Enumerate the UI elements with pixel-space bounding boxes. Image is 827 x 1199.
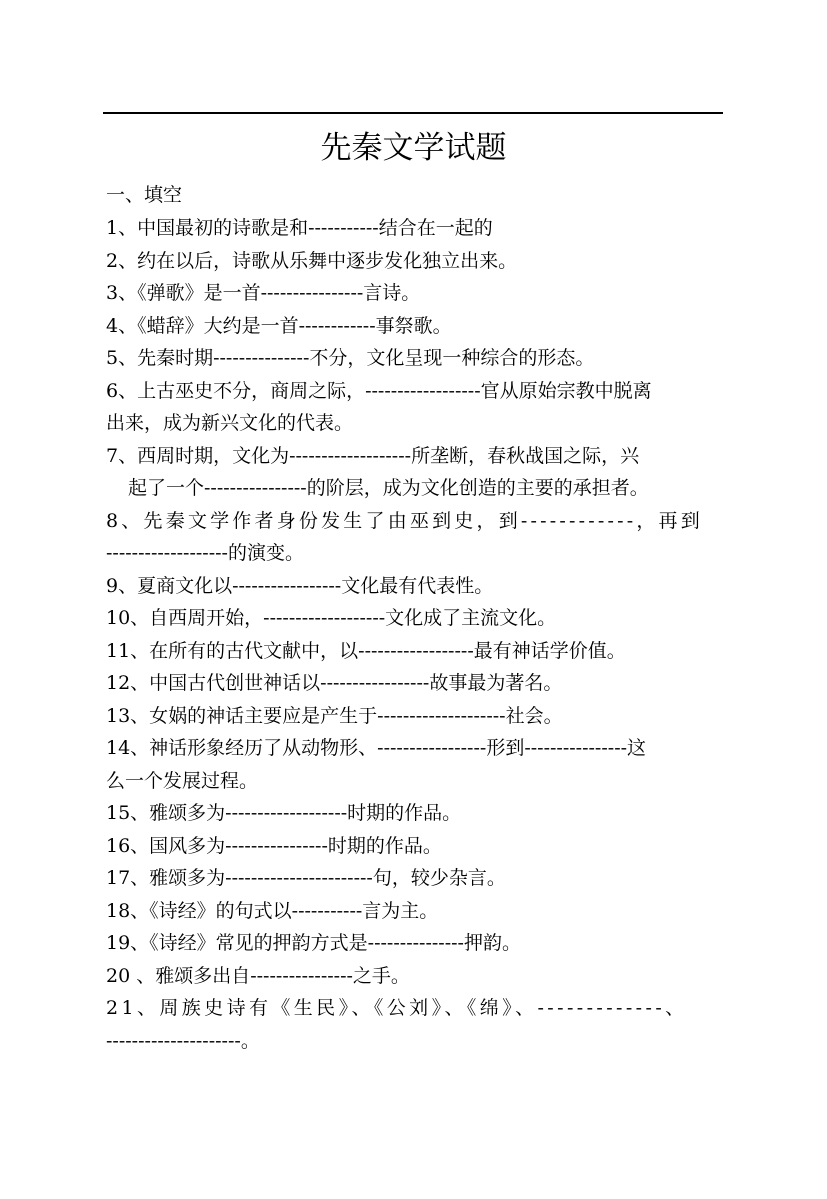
question-item: [106, 830, 722, 863]
question-item: [106, 797, 722, 830]
question-item: [106, 310, 722, 343]
question-text-continued: [106, 472, 722, 505]
question-item: [106, 895, 722, 928]
question-text: 12、中国古代创世神话以-----------------故事最为著名。: [106, 672, 563, 694]
question-text: 5、先秦时期---------------不分，文化呈现一种综合的形态。: [106, 347, 595, 369]
question-item: [106, 375, 722, 440]
question-item: [106, 570, 722, 603]
question-text: 9、夏商文化以-----------------文化最有代表性。: [106, 574, 494, 597]
question-text: 19、《诗经》常见的押韵方式是---------------押韵。: [106, 932, 521, 954]
question-text: 15、雅颂多为-------------------时期的作品。: [106, 802, 462, 824]
question-item: [106, 245, 722, 278]
question-item: [106, 992, 722, 1057]
question-item: [106, 862, 722, 895]
question-item: [106, 602, 722, 635]
page-title: 先秦文学试题: [320, 130, 507, 166]
question-item: [106, 212, 722, 245]
question-text: 20 、雅颂多出自----------------之手。: [106, 964, 410, 987]
question-text: 21、周族史诗有《生民》、《公刘》、《绵》、-------------、: [106, 997, 688, 1019]
question-text: 2、约在以后，诗歌从乐舞中逐步发化独立出来。: [106, 249, 518, 272]
question-item: [106, 440, 722, 505]
question-item: [106, 505, 722, 570]
question-text: 8、先秦文学作者身份发生了由巫到史，到------------，再到: [106, 509, 703, 532]
question-item: [106, 667, 722, 700]
question-item: [106, 277, 722, 310]
question-item: [106, 927, 722, 960]
question-text: 18、《诗经》的句式以-----------言为主。: [106, 899, 439, 922]
question-text: 4、《蜡辞》大约是一首------------事祭歌。: [106, 314, 452, 337]
question-text: 7、西周时期，文化为-------------------所垄断，春秋战国之际，兴: [106, 444, 640, 467]
question-text-continued-body: 起了一个----------------的阶层，成为文化创造的主要的承担者。: [128, 477, 649, 499]
question-text: 3、《弹歌》是一首----------------言诗。: [106, 282, 421, 304]
question-text-continued: ---------------------。: [106, 1029, 260, 1052]
question-text: 11、在所有的古代文献中，以------------------最有神话学价值。: [106, 639, 626, 662]
question-text: 16、国风多为----------------时期的作品。: [106, 834, 442, 857]
question-item: [106, 732, 722, 797]
question-text-continued: 么一个发展过程。: [106, 769, 259, 792]
section-heading: 一、填空: [106, 184, 183, 206]
question-item: [106, 960, 722, 993]
question-item: [106, 342, 722, 375]
question-text-continued: 出来，成为新兴文化的代表。: [106, 412, 354, 434]
question-text: 10、自西周开始，-------------------文化成了主流文化。: [106, 607, 557, 629]
question-list: [106, 212, 722, 1057]
question-item: [106, 700, 722, 733]
question-text: 1、中国最初的诗歌是和-----------结合在一起的: [106, 217, 493, 239]
question-text: 13、女娲的神话主要应是产生于--------------------社会。: [106, 704, 563, 727]
question-item: [106, 635, 722, 668]
question-text: 14、神话形象经历了从动物形、-----------------形到----------------这: [106, 737, 647, 759]
header-rule: [103, 112, 723, 114]
question-text: 17、雅颂多为-----------------------句，较少杂言。: [106, 867, 506, 889]
question-text-continued: -------------------的演变。: [106, 542, 304, 564]
question-text: 6、上古巫史不分，商周之际，------------------官从原始宗教中脱离: [106, 379, 652, 402]
